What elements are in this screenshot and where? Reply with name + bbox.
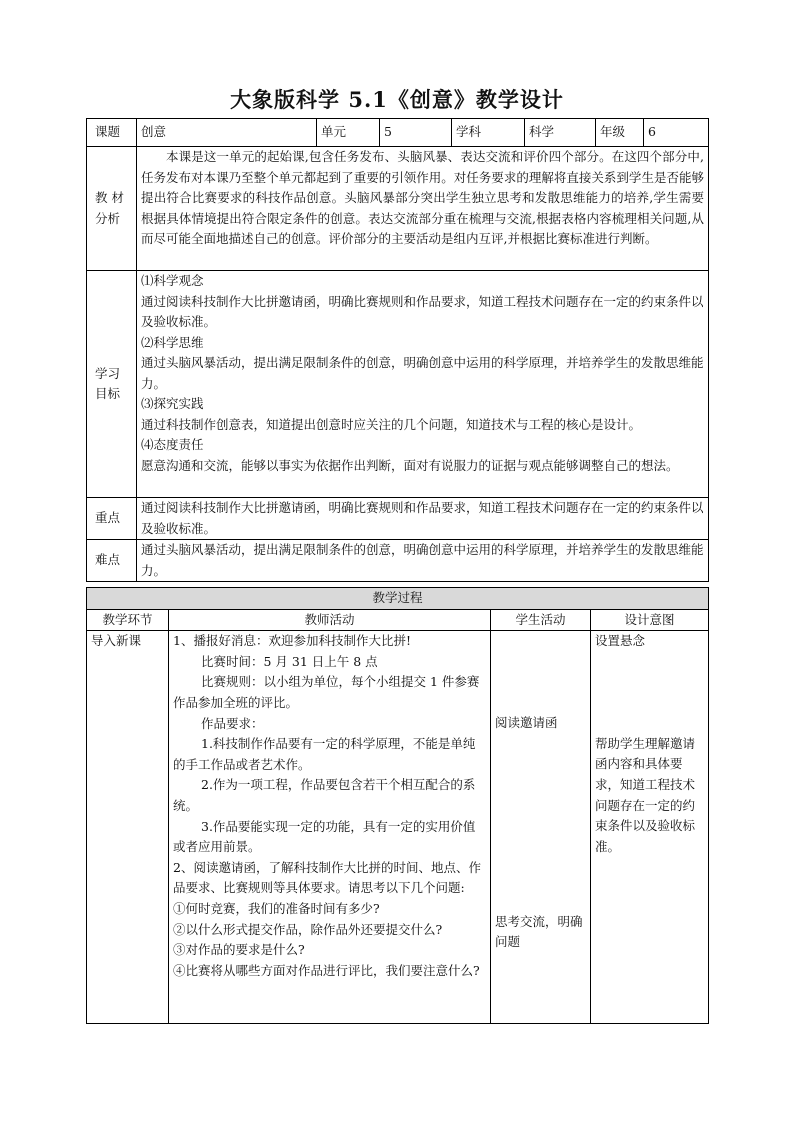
process-title: 教学过程 bbox=[87, 588, 709, 610]
stage-cell: 导入新课 bbox=[87, 631, 169, 1024]
process-table bbox=[86, 587, 709, 1024]
difficulty-row bbox=[87, 540, 709, 582]
student-line: 阅读邀请函 bbox=[495, 715, 558, 731]
objectives-content bbox=[137, 271, 709, 498]
student-line: 思考交流，明确问题 bbox=[495, 913, 583, 950]
teacher-line: 作品要求： bbox=[201, 715, 264, 731]
subject-label: 学科 bbox=[452, 119, 525, 147]
header-student: 学生活动 bbox=[491, 609, 591, 631]
analysis-label: 教 材 分析 bbox=[87, 147, 137, 271]
question: ④比赛将从哪些方面对作品进行评比，我们要注意什么? bbox=[173, 962, 480, 978]
objective-heading: ⑵科学思维 bbox=[141, 334, 204, 350]
course-label: 课题 bbox=[87, 119, 137, 147]
objectives-label: 学习 目标 bbox=[87, 271, 137, 498]
design-intent bbox=[591, 631, 709, 1024]
difficulty-text: 通过头脑风暴活动，提出满足限制条件的创意，明确创意中运用的科学原理，并培养学生的发散思维能力。 bbox=[137, 540, 709, 582]
question: ①何时竞赛，我们的准备时间有多少? bbox=[173, 900, 380, 916]
process-row bbox=[87, 631, 709, 1024]
info-row bbox=[87, 119, 709, 147]
difficulty-label: 难点 bbox=[87, 540, 137, 582]
unit-label: 单元 bbox=[317, 119, 380, 147]
objective-heading: ⑴科学观念 bbox=[141, 273, 204, 288]
page-title: 大象版科学 5.1《创意》教学设计 bbox=[230, 87, 564, 112]
process-header-row bbox=[87, 609, 709, 631]
question: ③对作品的要求是什么? bbox=[173, 942, 305, 958]
objectives-row bbox=[87, 271, 709, 498]
objective-text: 通过阅读科技制作大比拼邀请函，明确比赛规则和作品要求，知道工程技术问题存在一定的约束条件以及验收标准。 bbox=[141, 293, 704, 329]
intent-line: 设置悬念 bbox=[595, 633, 646, 649]
teacher-line: 1、播报好消息：欢迎参加科技制作大比拼! bbox=[173, 633, 411, 649]
grade-value: 6 bbox=[644, 119, 709, 147]
intent-line: 帮助学生理解邀请函内容和具体要求，知道工程技术问题存在一定的约束条件以及验收标准。 bbox=[595, 735, 696, 854]
teacher-line: 比赛规则：以小组为单位，每个小组提交 1 件参赛作品参加全班的评比。 bbox=[173, 674, 480, 710]
process-title-row bbox=[87, 588, 709, 610]
key-point-text: 通过阅读科技制作大比拼邀请函，明确比赛规则和作品要求，知道工程技术问题存在一定的约束条件以及验收标准。 bbox=[137, 498, 709, 540]
key-point-row bbox=[87, 498, 709, 540]
subject-value: 科学 bbox=[525, 119, 596, 147]
info-table bbox=[86, 118, 709, 582]
unit-value: 5 bbox=[380, 119, 452, 147]
objective-text: 愿意沟通和交流，能够以事实为依据作出判断，面对有说服力的证据与观点能够调整自己的想法。 bbox=[141, 457, 679, 473]
objective-heading: ⑶探究实践 bbox=[141, 396, 204, 411]
teacher-line: 2、阅读邀请函，了解科技制作大比拼的时间、地点、作品要求、比赛规则等具体要求。请思考以下几个问题: bbox=[173, 859, 481, 896]
objective-text: 通过科技制作创意表，知道提出创意时应关注的几个问题，知道技术与工程的核心是设计。 bbox=[141, 416, 642, 432]
teacher-line: 1.科技制作作品要有一定的科学原理，不能是单纯的手工作品或者艺术作。 bbox=[173, 736, 476, 772]
analysis-text: 本课是这一单元的起始课,包含任务发布、头脑风暴、表达交流和评价四个部分。在这四个部分中,任务发布对本课乃至整个单元都起到了重要的引领作用。对任务要求的理解将直接关系到学生是否能够提出符合比赛要求的科技作品创意。头脑风暴部分突出学生独立思考和发散思维能力的培养,学生需要根据具体情境提出符合限定条件的创意。表达交流部分重在梳理与交流,根据表格内容梳理相关问题,从而尽可能全面地描述自己的创意。评价部分的主要活动是组内互评,并根据比赛标准进行判断。 bbox=[137, 147, 709, 271]
header-teacher: 教师活动 bbox=[169, 609, 491, 631]
teacher-line: 2.作为一项工程，作品要包含若干个相互配合的系统。 bbox=[173, 777, 476, 813]
objective-text: 通过头脑风暴活动，提出满足限制条件的创意，明确创意中运用的科学原理，并培养学生的发散思维能力。 bbox=[141, 355, 704, 391]
header-intent: 设计意图 bbox=[591, 609, 709, 631]
key-point-label: 重点 bbox=[87, 498, 137, 540]
grade-label: 年级 bbox=[596, 119, 644, 147]
analysis-row bbox=[87, 147, 709, 271]
teacher-line: 3.作品要能实现一定的功能，具有一定的实用价值或者应用前景。 bbox=[173, 818, 476, 855]
objective-heading: ⑷态度责任 bbox=[141, 437, 204, 452]
course-value: 创意 bbox=[137, 119, 317, 147]
student-activity bbox=[491, 631, 591, 1024]
teacher-line: 比赛时间：5 月 31 日上午 8 点 bbox=[201, 653, 378, 669]
teacher-activity bbox=[169, 631, 491, 1024]
header-stage: 教学环节 bbox=[87, 609, 169, 631]
question: ②以什么形式提交作品，除作品外还要提交什么? bbox=[173, 921, 443, 937]
